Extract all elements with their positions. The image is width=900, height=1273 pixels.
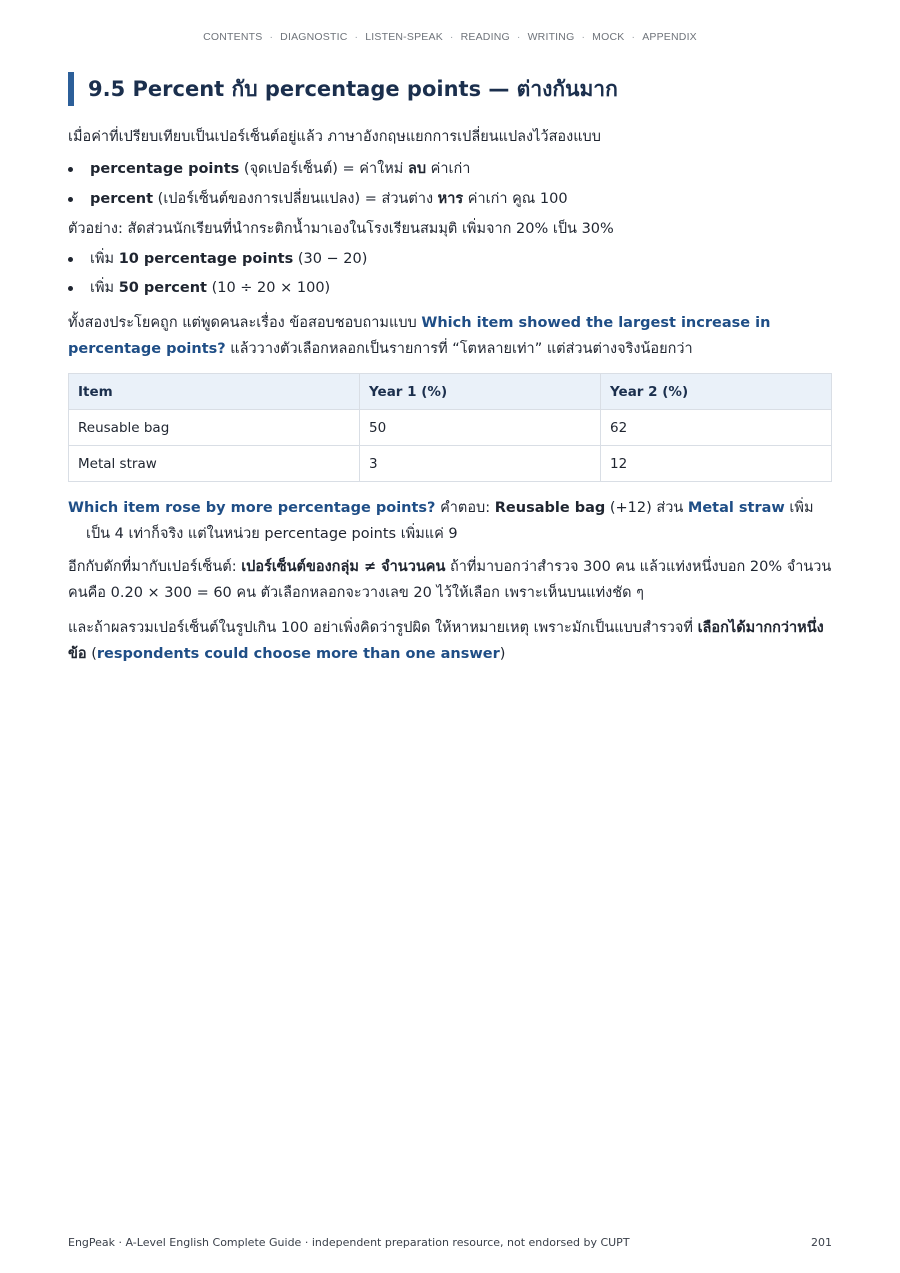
table-row	[69, 410, 832, 446]
definition-text: ค่าเก่า คูณ 100	[463, 191, 568, 207]
exam-question-highlight: Which item showed the largest increase in percentage points?	[68, 315, 771, 357]
answer-paragraph	[68, 495, 832, 547]
nav-link-diagnostic[interactable]: DIAGNOSTIC	[280, 31, 348, 43]
table-cell: Metal straw	[69, 446, 360, 482]
example-post: (10 ÷ 20 × 100)	[206, 280, 331, 296]
example-strong: 50 percent	[118, 280, 207, 296]
table-header-row	[69, 374, 832, 410]
paragraph-text: (+12) ส่วน	[605, 500, 688, 516]
term: percentage points	[90, 161, 240, 177]
paragraph-text: ถ้าที่มาบอกว่าสำรวจ 300 คน แล้วแท่งหนึ่งบอก 20% จำนวนคนคือ 0.20 × 300 = 60 คน ตัวเลือกหลอกจะวางเลข 20 ไว้ให้เลือก เพราะเห็นบนแท่งชัด ๆ	[68, 559, 832, 601]
table-cell: 62	[601, 410, 832, 446]
trap-strong: เปอร์เซ็นต์ของกลุ่ม ≠ จำนวนคน	[241, 559, 446, 575]
english-phrase-highlight: respondents could choose more than one answer	[96, 646, 500, 662]
column-header-item: Item	[69, 374, 360, 410]
footer-text: EngPeak · A-Level English Complete Guide · independent preparation resource, not endorsed by CUPT	[68, 1236, 630, 1249]
nav-link-appendix[interactable]: APPENDIX	[642, 31, 697, 43]
definition-text: (จุดเปอร์เซ็นต์) = ค่าใหม่	[239, 161, 408, 177]
paragraph-text: (	[86, 646, 97, 662]
example-item	[68, 275, 832, 301]
definition-item-percent	[68, 186, 832, 212]
page-content	[68, 72, 832, 667]
example-pre: เพิ่ม	[90, 251, 119, 267]
data-table	[68, 373, 832, 482]
example-pre: เพิ่ม	[90, 280, 119, 296]
paragraph-text: แล้ววางตัวเลือกหลอกเป็นรายการที่ “โตหลายเท่า” แต่ส่วนต่างจริงน้อยกว่า	[225, 341, 693, 357]
nav-link-writing[interactable]: WRITING	[527, 31, 575, 43]
sum-note-paragraph	[68, 615, 832, 667]
page-footer	[68, 1236, 832, 1249]
trap-paragraph	[68, 554, 832, 606]
nav-link-contents[interactable]: CONTENTS	[203, 31, 263, 43]
table-row	[69, 446, 832, 482]
paragraph-text: และถ้าผลรวมเปอร์เซ็นต์ในรูปเกิน 100 อย่าเพิ่งคิดว่ารูปผิด ให้หาหมายเหตุ เพราะมักเป็นแบบสำรวจที่	[68, 620, 698, 636]
example-strong: 10 percentage points	[118, 251, 294, 267]
column-header-year-1: Year 1 (%)	[360, 374, 601, 410]
table-cell: 3	[360, 446, 601, 482]
nav-separator: ·	[581, 31, 586, 43]
nav-separator: ·	[354, 31, 359, 43]
term: percent	[90, 191, 154, 207]
nav-separator: ·	[516, 31, 521, 43]
nav-link-mock[interactable]: MOCK	[592, 31, 625, 43]
page-number: 201	[811, 1236, 832, 1249]
intro-paragraph: เมื่อค่าที่เปรียบเทียบเป็นเปอร์เซ็นต์อยู่แล้ว ภาษาอังกฤษแยกการเปลี่ยนแปลงไว้สองแบบ	[68, 129, 601, 145]
answer-item: Reusable bag	[494, 500, 606, 516]
table-cell: 50	[360, 410, 601, 446]
example-list	[68, 246, 832, 301]
paragraph-text: อีกกับดักที่มากับเปอร์เซ็นต์:	[68, 559, 242, 575]
table-cell: 12	[601, 446, 832, 482]
paragraph-text: )	[499, 646, 506, 662]
definition-text: (เปอร์เซ็นต์ของการเปลี่ยนแปลง) = ส่วนต่าง	[153, 191, 438, 207]
answer-label: คำตอบ:	[435, 500, 495, 516]
nav-separator: ·	[449, 31, 454, 43]
other-item-highlight: Metal straw	[687, 500, 785, 516]
example-intro: ตัวอย่าง: สัดส่วนนักเรียนที่นำกระติกน้ำมาเองในโรงเรียนสมมุติ เพิ่มจาก 20% เป็น 30%	[68, 221, 614, 237]
nav-link-listen-speak[interactable]: LISTEN-SPEAK	[365, 31, 443, 43]
operator: ลบ	[407, 161, 427, 177]
nav-separator: ·	[269, 31, 274, 43]
operator: หาร	[437, 191, 464, 207]
example-post: (30 − 20)	[293, 251, 368, 267]
nav-link-reading[interactable]: READING	[460, 31, 510, 43]
example-item	[68, 246, 832, 272]
both-correct-paragraph	[68, 310, 832, 362]
definition-item-percentage-points	[68, 156, 832, 182]
nav-separator: ·	[631, 31, 636, 43]
definition-list	[68, 156, 832, 212]
table-cell: Reusable bag	[69, 410, 360, 446]
paragraph-text: เพิ่มเป็น 4 เท่าก็จริง แต่ในหน่วย percentage points เพิ่มแค่ 9	[86, 500, 814, 542]
top-navigation	[0, 31, 900, 43]
definition-text: ค่าเก่า	[426, 161, 471, 177]
column-header-year-2: Year 2 (%)	[601, 374, 832, 410]
sum-note-strong: เลือกได้มากกว่าหนึ่งข้อ	[68, 620, 824, 662]
question-highlight: Which item rose by more percentage points?	[68, 500, 436, 516]
paragraph-text: ทั้งสองประโยคถูก แต่พูดคนละเรื่อง ข้อสอบชอบถามแบบ	[68, 315, 422, 331]
section-heading: 9.5 Percent กับ percentage points — ต่างกันมาก	[68, 72, 832, 106]
